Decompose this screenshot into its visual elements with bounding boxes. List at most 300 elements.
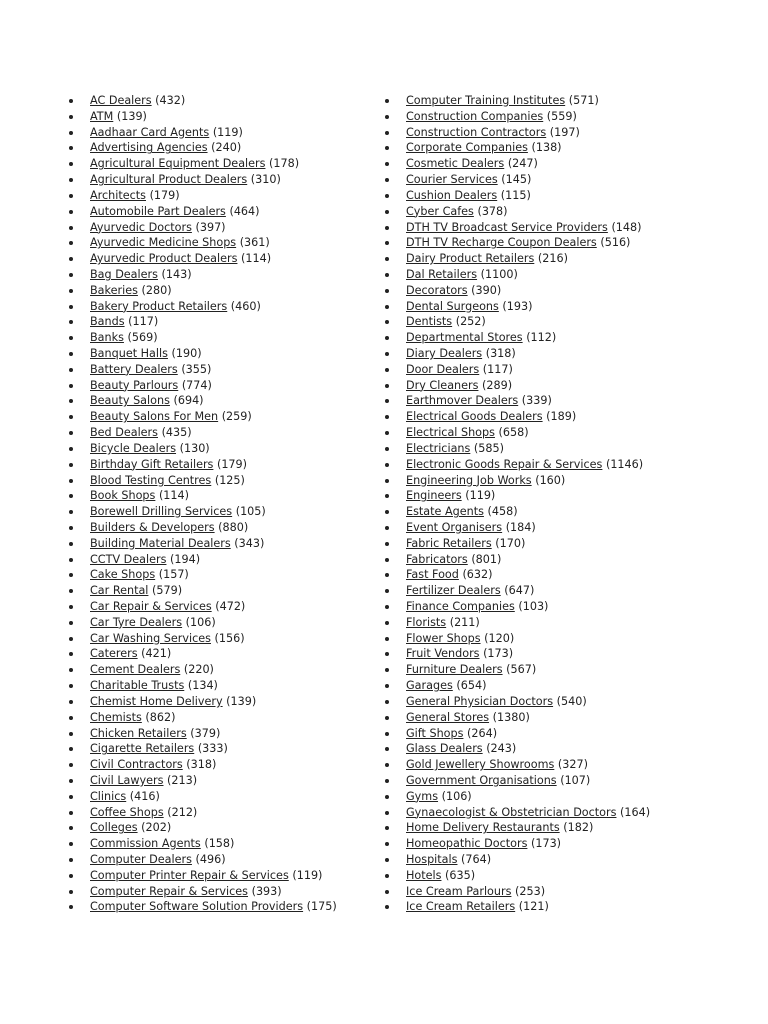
list-item [90,599,370,615]
category-link-hospitals[interactable]: Hospitals [406,853,458,866]
category-link-charitable-trusts[interactable]: Charitable Trusts [90,679,185,693]
category-count: (211) [449,615,480,629]
category-link-commission-agents[interactable]: Commission Agents [90,837,201,851]
category-link-fabricators[interactable]: Fabricators [406,552,468,566]
category-link-hotels[interactable]: Hotels [406,868,442,882]
list-item [406,820,751,836]
list-item [90,631,370,647]
category-link-cyber-cafes[interactable]: Cyber Cafes [406,204,474,218]
category-link-cake-shops[interactable]: Cake Shops [90,568,156,582]
category-count: (1146) [605,457,644,471]
category-count: (289) [482,378,513,392]
category-count: (182) [563,821,594,835]
category-count: (416) [129,789,160,803]
category-link-flower-shops[interactable]: Flower Shops [406,631,481,645]
list-item [90,789,370,805]
category-link-bakeries[interactable]: Bakeries [90,283,138,297]
category-count: (654) [456,679,487,693]
list-item [90,646,370,662]
category-count: (252) [455,315,486,329]
category-link-ayurvedic-doctors[interactable]: Ayurvedic Doctors [90,220,192,234]
category-link-coffee-shops[interactable]: Coffee Shops [90,805,164,819]
list-item [90,836,370,852]
category-link-government-organisations[interactable]: Government Organisations [406,773,557,787]
list-item [90,710,370,726]
category-count: (119) [465,489,496,503]
list-item [90,662,370,678]
category-link-fast-food[interactable]: Fast Food [406,568,459,582]
category-link-gynaecologist-and-obstetrician-doctors[interactable]: Gynaecologist & Obstetrician Doctors [406,805,617,819]
list-item [406,631,751,647]
list-item [90,188,370,204]
category-count: (216) [537,252,568,266]
category-count: (164) [620,805,651,819]
list-item [406,741,751,757]
category-count: (143) [161,267,192,281]
list-item [406,188,751,204]
category-link-bag-dealers[interactable]: Bag Dealers [90,267,158,281]
list-item [90,567,370,583]
category-link-agricultural-equipment-dealers[interactable]: Agricultural Equipment Dealers [90,157,266,171]
category-count: (243) [486,742,517,756]
category-link-computer-dealers[interactable]: Computer Dealers [90,853,192,866]
list-item [406,457,751,473]
category-count: (1100) [480,267,518,281]
list-item [90,172,370,188]
category-link-ice-cream-parlours[interactable]: Ice Cream Parlours [406,884,512,898]
list-item [406,299,751,315]
list-item [90,805,370,821]
category-link-beauty-parlours[interactable]: Beauty Parlours [90,378,179,392]
category-count: (259) [221,410,252,424]
category-count: (179) [216,457,248,471]
list-item [406,567,751,583]
category-count: (178) [269,157,300,171]
category-link-computer-training-institutes[interactable]: Computer Training Institutes [406,94,566,107]
list-item [90,899,370,915]
category-link-cushion-dealers[interactable]: Cushion Dealers [406,188,498,202]
list-item [90,488,370,504]
category-count: (158) [204,837,235,851]
category-link-gift-shops[interactable]: Gift Shops [406,726,464,740]
category-link-birthday-gift-retailers[interactable]: Birthday Gift Retailers [90,457,214,471]
category-link-finance-companies[interactable]: Finance Companies [406,600,515,613]
list-item [90,156,370,172]
category-count: (139) [226,694,257,708]
list-item [90,741,370,757]
list-item [90,441,370,457]
list-item [90,773,370,789]
category-link-dal-retailers[interactable]: Dal Retailers [406,267,478,281]
list-item [406,662,751,678]
category-count: (647) [504,584,535,598]
category-link-fertilizer-dealers[interactable]: Fertilizer Dealers [406,584,501,598]
category-count: (1380) [492,710,530,724]
list-item [90,204,370,220]
category-count: (579) [151,584,183,598]
category-link-electrical-goods-dealers[interactable]: Electrical Goods Dealers [406,410,543,424]
category-link-automobile-part-dealers[interactable]: Automobile Part Dealers [90,204,226,218]
category-link-estate-agents[interactable]: Estate Agents [406,505,484,519]
list-item [406,220,751,236]
category-count: (106) [185,615,216,629]
category-count: (173) [530,837,562,851]
category-count: (125) [214,473,245,487]
list-item [90,378,370,394]
list-item [406,805,751,821]
category-link-battery-dealers[interactable]: Battery Dealers [90,362,178,376]
list-item [90,346,370,362]
category-count: (107) [560,773,591,787]
category-count: (310) [250,173,281,187]
list-item [406,235,751,251]
category-link-building-material-dealers[interactable]: Building Material Dealers [90,536,231,550]
category-count: (764) [461,853,492,866]
category-count: (318) [485,347,516,360]
list-item [90,457,370,473]
category-link-earthmover-dealers[interactable]: Earthmover Dealers [406,394,519,408]
list-item [406,646,751,662]
category-count: (253) [514,884,546,898]
list-item [90,536,370,552]
list-item [406,504,751,520]
category-link-ayurvedic-product-dealers[interactable]: Ayurvedic Product Dealers [90,252,238,266]
list-item [90,251,370,267]
category-count: (119) [292,868,323,882]
list-item [406,346,751,362]
list-item [406,726,751,742]
category-link-beauty-salons-for-men[interactable]: Beauty Salons For Men [90,410,219,424]
list-item [90,694,370,710]
category-count: (121) [518,900,549,914]
list-item [90,868,370,884]
list-item [406,409,751,425]
list-item [406,314,751,330]
category-link-cement-dealers[interactable]: Cement Dealers [90,663,181,677]
list-item [90,299,370,315]
category-link-engineering-job-works[interactable]: Engineering Job Works [406,473,532,487]
category-link-home-delivery-restaurants[interactable]: Home Delivery Restaurants [406,821,560,835]
category-link-decorators[interactable]: Decorators [406,283,468,297]
category-count: (569) [127,331,158,345]
list-item [90,520,370,536]
list-item [406,536,751,552]
category-count: (585) [473,441,504,455]
category-link-banks[interactable]: Banks [90,331,124,345]
list-item [406,868,751,884]
category-link-chemist-home-delivery[interactable]: Chemist Home Delivery [90,694,223,708]
category-count: (421) [141,647,172,661]
list-item [406,425,751,441]
category-count: (801) [471,552,502,566]
category-link-ayurvedic-medicine-shops[interactable]: Ayurvedic Medicine Shops [90,236,237,250]
category-link-construction-contractors[interactable]: Construction Contractors [406,125,547,139]
category-count: (240) [211,141,242,155]
category-link-electronic-goods-repair-and-services[interactable]: Electronic Goods Repair & Services [406,457,603,471]
category-count: (571) [568,94,599,107]
list-item [90,283,370,299]
category-link-gold-jewellery-showrooms[interactable]: Gold Jewellery Showrooms [406,758,555,772]
category-count: (130) [179,441,210,455]
category-link-general-physician-doctors[interactable]: General Physician Doctors [406,694,554,708]
category-link-bands[interactable]: Bands [90,315,125,329]
list-item [406,140,751,156]
list-item [406,125,751,141]
list-item [90,220,370,236]
category-count: (280) [141,283,172,297]
category-link-event-organisers[interactable]: Event Organisers [406,520,503,534]
category-link-cosmetic-dealers[interactable]: Cosmetic Dealers [406,157,505,171]
category-link-computer-repair-and-services[interactable]: Computer Repair & Services [90,884,249,898]
category-link-car-repair-and-services[interactable]: Car Repair & Services [90,600,212,613]
category-count: (202) [141,821,172,835]
list-item [406,393,751,409]
list-item [90,409,370,425]
category-link-engineers[interactable]: Engineers [406,489,462,503]
list-item [406,473,751,489]
category-link-electrical-shops[interactable]: Electrical Shops [406,426,495,440]
category-count: (189) [546,410,577,424]
category-link-car-rental[interactable]: Car Rental [90,584,149,598]
category-count: (862) [145,710,176,724]
list-item [406,678,751,694]
category-link-blood-testing-centres[interactable]: Blood Testing Centres [90,473,212,487]
category-count: (197) [549,125,580,139]
list-item [406,599,751,615]
category-count: (106) [441,789,472,803]
list-item [90,140,370,156]
category-link-dairy-product-retailers[interactable]: Dairy Product Retailers [406,252,535,266]
list-item [406,583,751,599]
category-count: (173) [483,647,514,661]
category-link-car-tyre-dealers[interactable]: Car Tyre Dealers [90,615,183,629]
category-link-dry-cleaners[interactable]: Dry Cleaners [406,378,479,392]
list-item [90,678,370,694]
category-count: (880) [218,520,249,534]
category-count: (119) [212,125,243,139]
category-count: (774) [181,378,212,392]
list-item [406,251,751,267]
category-count: (138) [531,141,562,155]
list-item [90,473,370,489]
category-link-bakery-product-retailers[interactable]: Bakery Product Retailers [90,299,228,313]
list-item [406,552,751,568]
list-item [406,615,751,631]
category-count: (540) [556,694,587,708]
list-item [90,726,370,742]
list-item [406,757,751,773]
category-link-atm[interactable]: ATM [90,109,114,123]
category-count: (458) [487,505,518,519]
list-item [406,836,751,852]
category-count: (333) [197,742,228,756]
category-count: (567) [506,663,537,677]
category-link-cctv-dealers[interactable]: CCTV Dealers [90,552,167,566]
category-link-civil-lawyers[interactable]: Civil Lawyers [90,773,164,787]
category-link-builders-and-developers[interactable]: Builders & Developers [90,520,215,534]
category-count: (694) [173,394,204,408]
category-count: (175) [306,900,337,914]
category-count: (193) [502,299,533,313]
category-link-gyms[interactable]: Gyms [406,789,439,803]
list-item [406,520,751,536]
category-count: (213) [167,773,198,787]
list-item [90,330,370,346]
category-count: (160) [535,473,566,487]
list-item [406,267,751,283]
category-link-bed-dealers[interactable]: Bed Dealers [90,426,158,440]
category-count: (220) [183,663,214,677]
list-item [406,773,751,789]
category-count: (212) [167,805,198,819]
category-count: (117) [128,315,159,329]
category-count: (435) [161,426,192,440]
category-link-door-dealers[interactable]: Door Dealers [406,362,480,376]
category-count: (157) [158,568,189,582]
list-item [406,899,751,915]
list-item [90,267,370,283]
list-item [90,583,370,599]
list-item [90,109,370,125]
category-count: (632) [462,568,493,582]
list-item [406,283,751,299]
category-count: (327) [557,758,588,772]
list-item [90,314,370,330]
list-item [90,93,370,109]
category-count: (148) [611,220,642,234]
category-link-homeopathic-doctors[interactable]: Homeopathic Doctors [406,837,528,851]
category-count: (117) [482,362,513,376]
category-link-furniture-dealers[interactable]: Furniture Dealers [406,663,503,677]
category-link-caterers[interactable]: Caterers [90,647,138,661]
list-item [90,125,370,141]
category-count: (103) [518,600,549,613]
category-count: (184) [505,520,536,534]
category-link-architects[interactable]: Architects [90,188,146,202]
list-item [406,378,751,394]
category-count: (318) [186,758,217,772]
category-count: (516) [600,236,631,250]
category-link-dth-tv-broadcast-service-providers[interactable]: DTH TV Broadcast Service Providers [406,220,608,234]
list-item [406,93,751,109]
category-link-diary-dealers[interactable]: Diary Dealers [406,347,483,360]
list-item [406,710,751,726]
category-link-departmental-stores[interactable]: Departmental Stores [406,331,523,345]
category-link-chemists[interactable]: Chemists [90,710,142,724]
category-link-bicycle-dealers[interactable]: Bicycle Dealers [90,441,177,455]
list-item [90,425,370,441]
category-link-book-shops[interactable]: Book Shops [90,489,156,503]
category-link-beauty-salons[interactable]: Beauty Salons [90,394,170,408]
list-item [406,884,751,900]
category-count: (105) [235,505,266,519]
category-count: (247) [507,157,538,171]
category-count: (393) [251,884,282,898]
list-item [406,172,751,188]
category-link-garages[interactable]: Garages [406,679,453,693]
category-count: (114) [158,489,190,503]
category-link-fruit-vendors[interactable]: Fruit Vendors [406,647,480,661]
category-count: (134) [187,679,218,693]
category-link-computer-printer-repair-and-services[interactable]: Computer Printer Repair & Services [90,868,289,882]
category-link-aadhaar-card-agents[interactable]: Aadhaar Card Agents [90,125,210,139]
category-count: (496) [195,853,226,866]
category-count: (378) [477,204,508,218]
category-count: (472) [215,600,246,613]
category-link-florists[interactable]: Florists [406,615,447,629]
category-count: (179) [149,188,180,202]
list-item [90,393,370,409]
category-link-dentists[interactable]: Dentists [406,315,453,329]
category-link-advertising-agencies[interactable]: Advertising Agencies [90,141,208,155]
list-item [90,852,370,868]
category-link-general-stores[interactable]: General Stores [406,710,490,724]
category-count: (170) [495,536,526,550]
category-count: (635) [445,868,476,882]
list-item [406,156,751,172]
category-count: (194) [170,552,201,566]
category-link-banquet-halls[interactable]: Banquet Halls [90,347,168,360]
category-count: (190) [171,347,202,360]
category-link-borewell-drilling-services[interactable]: Borewell Drilling Services [90,505,233,519]
category-link-agricultural-product-dealers[interactable]: Agricultural Product Dealers [90,173,248,187]
list-item [406,694,751,710]
category-count: (264) [467,726,498,740]
category-link-electricians[interactable]: Electricians [406,441,471,455]
list-item [406,488,751,504]
category-count: (139) [116,109,147,123]
category-link-glass-dealers[interactable]: Glass Dealers [406,742,483,756]
category-link-car-washing-services[interactable]: Car Washing Services [90,631,211,645]
category-link-civil-contractors[interactable]: Civil Contractors [90,758,183,772]
category-link-dental-surgeons[interactable]: Dental Surgeons [406,299,499,313]
category-link-courier-services[interactable]: Courier Services [406,173,498,187]
category-count: (339) [521,394,552,408]
category-link-construction-companies[interactable]: Construction Companies [406,109,544,123]
category-count: (361) [239,236,270,250]
category-list-left [90,93,370,915]
category-count: (379) [190,726,221,740]
list-item [90,362,370,378]
category-count: (120) [484,631,515,645]
category-count: (112) [526,331,557,345]
category-link-cigarette-retailers[interactable]: Cigarette Retailers [90,742,195,756]
category-link-clinics[interactable]: Clinics [90,789,127,803]
category-count: (432) [155,94,186,107]
category-link-chicken-retailers[interactable]: Chicken Retailers [90,726,187,740]
list-item [90,615,370,631]
list-item [90,552,370,568]
category-count: (397) [195,220,226,234]
category-count: (355) [181,362,212,376]
list-item [406,362,751,378]
category-link-ice-cream-retailers[interactable]: Ice Cream Retailers [406,900,516,914]
category-link-dth-tv-recharge-coupon-dealers[interactable]: DTH TV Recharge Coupon Dealers [406,236,597,250]
category-link-ac-dealers[interactable]: AC Dealers [90,94,152,107]
list-item [90,820,370,836]
category-count: (390) [471,283,502,297]
category-link-corporate-companies[interactable]: Corporate Companies [406,141,528,155]
list-item [90,757,370,773]
category-count: (559) [546,109,577,123]
list-item [406,441,751,457]
list-item [406,330,751,346]
category-link-fabric-retailers[interactable]: Fabric Retailers [406,536,492,550]
category-link-computer-software-solution-providers[interactable]: Computer Software Solution Providers [90,900,304,914]
category-link-colleges[interactable]: Colleges [90,821,138,835]
list-item [90,504,370,520]
category-count: (658) [498,426,529,440]
